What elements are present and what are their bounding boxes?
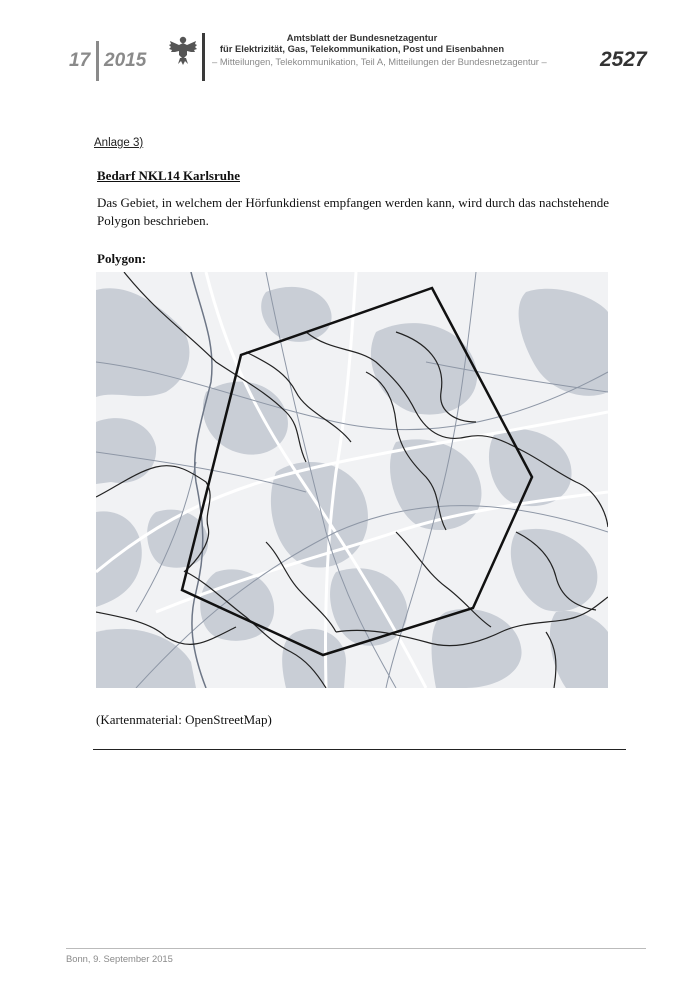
section-rule <box>93 749 626 750</box>
annex-label: Anlage 3) <box>94 137 144 149</box>
header-divider <box>202 33 205 81</box>
description-paragraph: Das Gebiet, in welchem der Hörfunkdienst empfangen werden kann, wird durch das nachstehende Polygon beschrieben. <box>97 195 609 228</box>
issue-number: 17 <box>69 50 91 71</box>
footer-rule <box>66 948 646 949</box>
issue-year: 2015 <box>104 50 147 71</box>
footer-date: Bonn, 9. September 2015 <box>66 953 173 964</box>
coverage-map <box>96 272 608 688</box>
gazette-title <box>212 32 512 54</box>
federal-eagle-icon <box>168 34 198 66</box>
page-number: 2527 <box>600 48 647 71</box>
map-caption: (Kartenmaterial: OpenStreetMap) <box>96 712 272 727</box>
section-heading: Bedarf NKL14 Karlsruhe <box>97 168 240 183</box>
gazette-subtitle: – Mitteilungen, Telekommunikation, Teil A, Mitteilungen der Bundesnetzagentur – <box>212 56 547 67</box>
issue-divider <box>96 41 99 81</box>
polygon-label: Polygon: <box>97 251 147 266</box>
gazette-title-line-1: Amtsblatt der Bundesnetzagentur <box>286 32 438 43</box>
gazette-title-line-2: für Elektrizität, Gas, Telekommunikation, Post und Eisenbahnen <box>219 43 505 54</box>
